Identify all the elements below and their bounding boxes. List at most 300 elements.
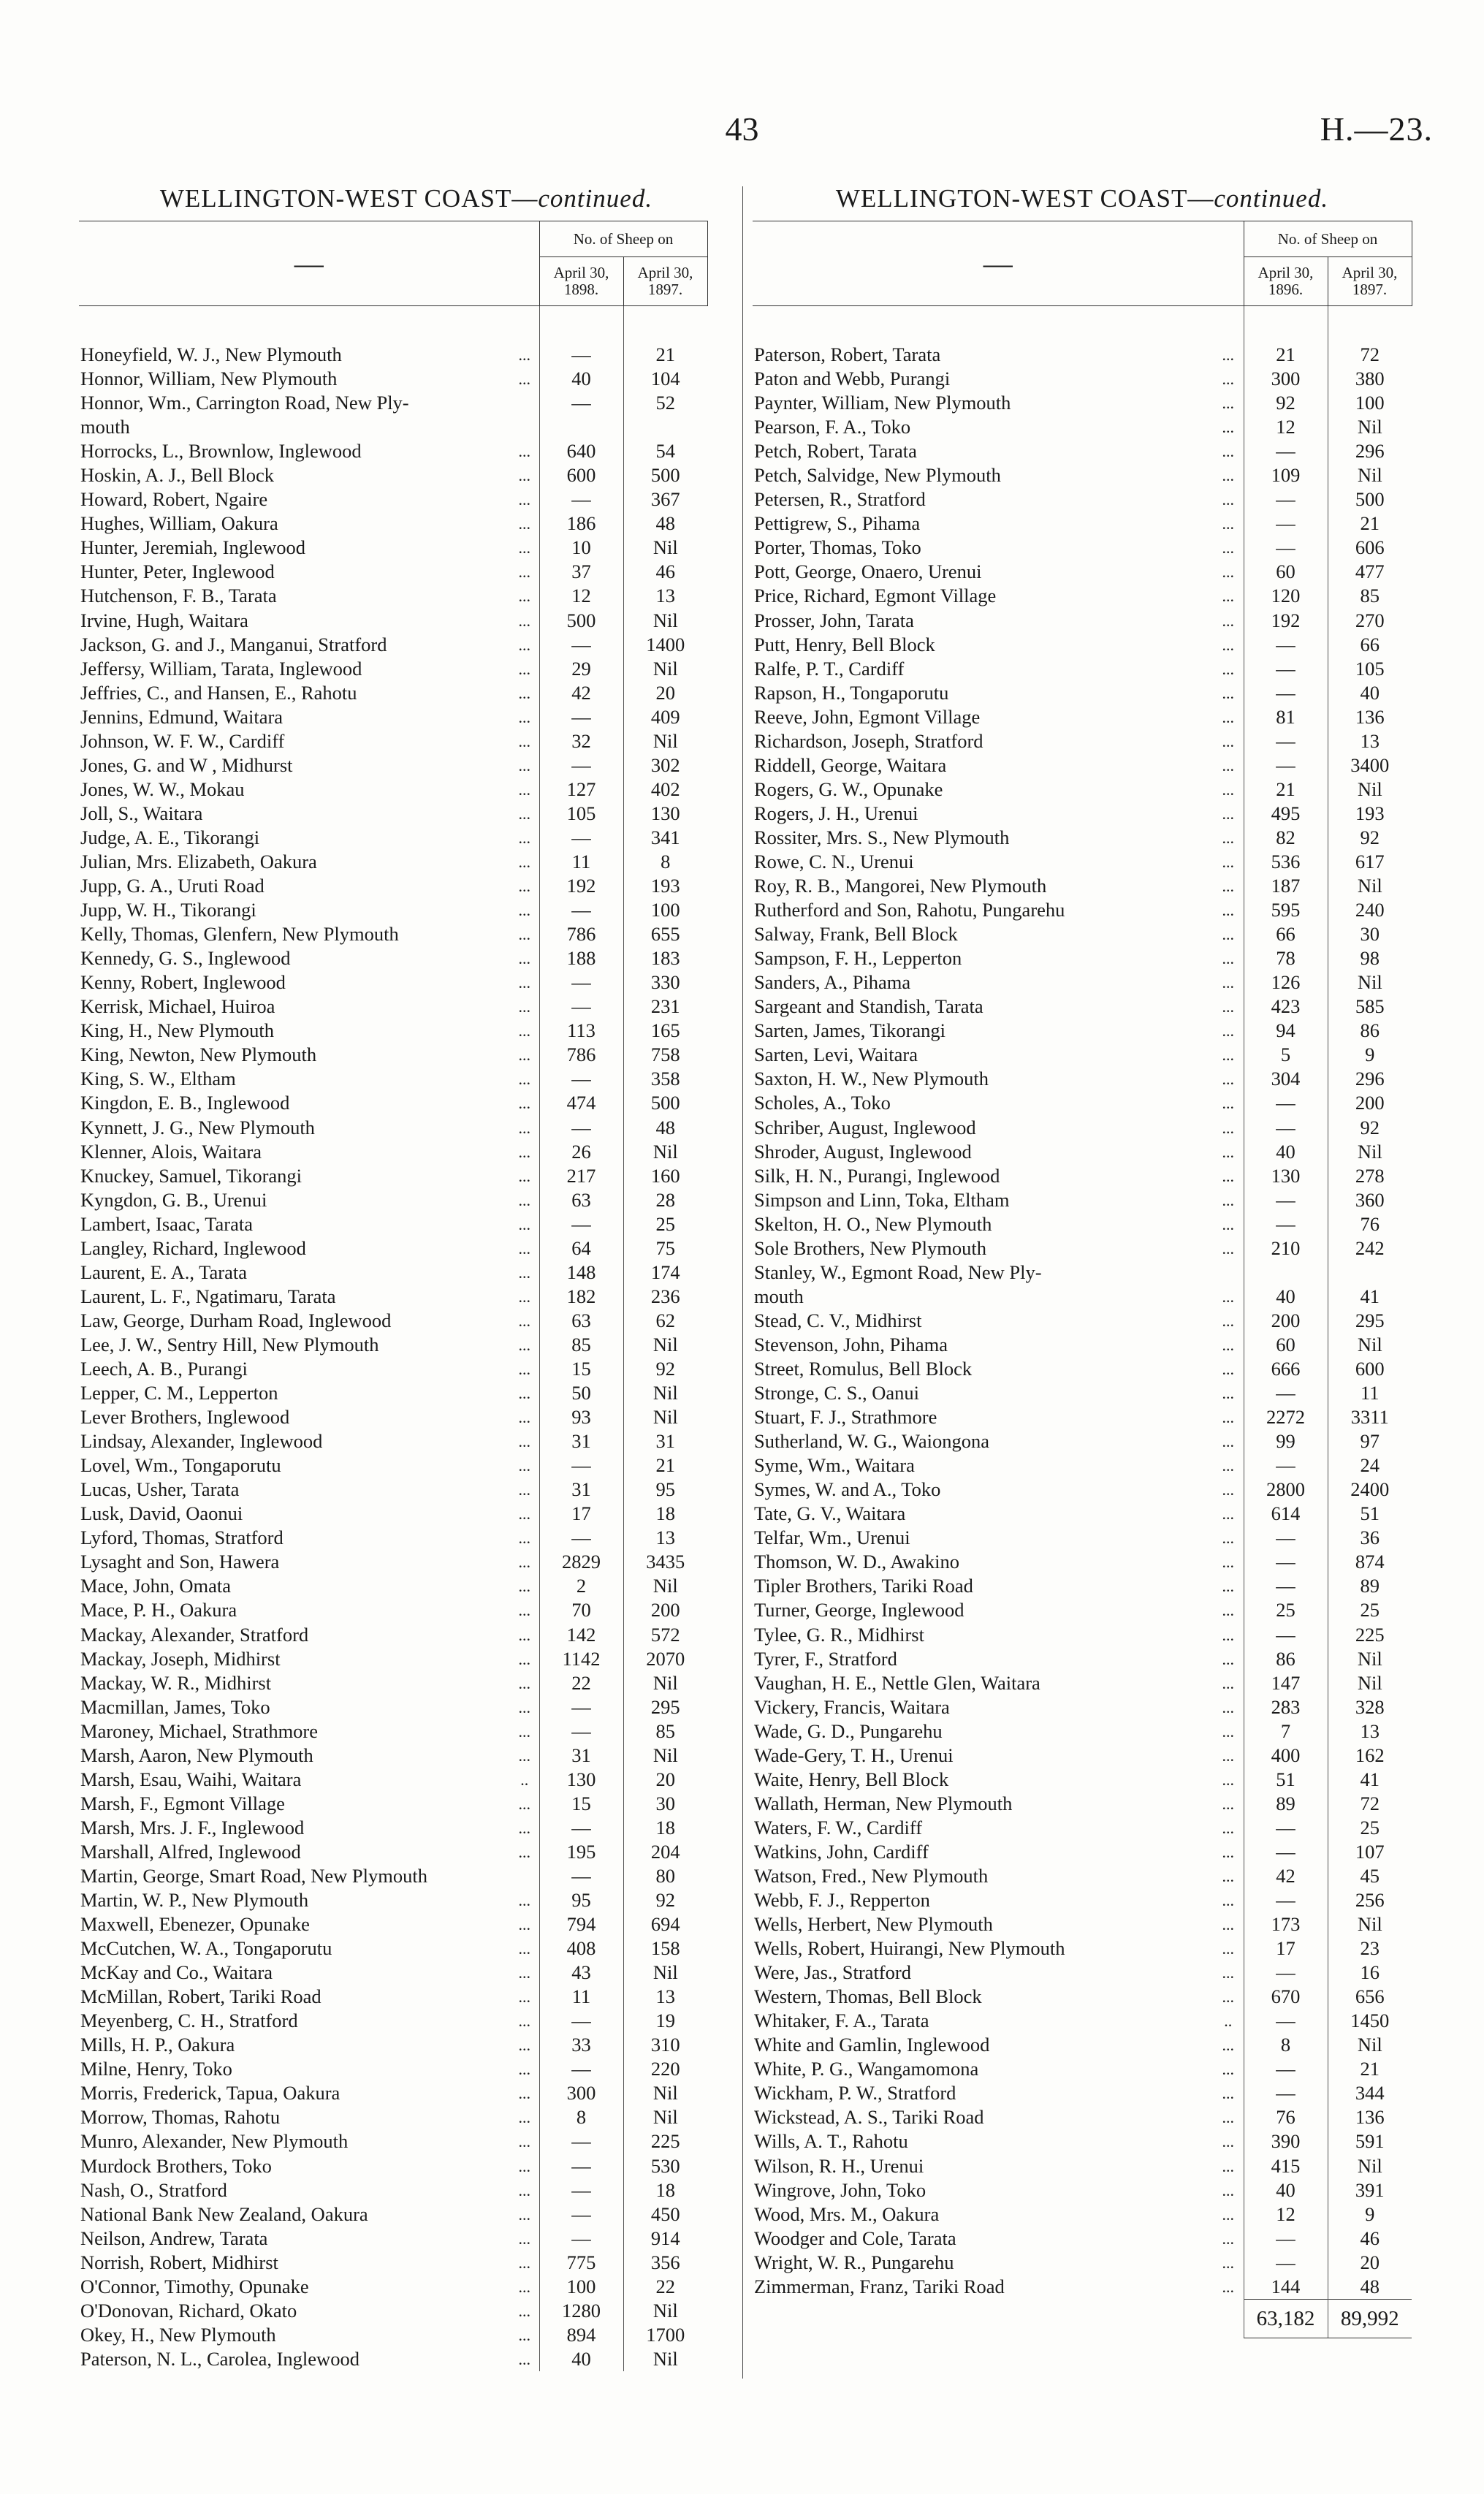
table-row	[753, 2129, 1412, 2153]
sheep-count-2: 328	[1328, 1695, 1412, 1719]
leader-dots: ...	[518, 780, 530, 799]
owner-name: Simpson and Linn, Toka, Eltham	[754, 1188, 1010, 1211]
sheep-count-2: 162	[1328, 1744, 1412, 1768]
table-row	[79, 1261, 707, 1285]
owner-name: Neilson, Andrew, Tarata	[80, 2227, 268, 2249]
sheep-count-2: 25	[1328, 1598, 1412, 1622]
owner-name: Wilson, R. H., Urenui	[754, 2154, 924, 2177]
sheep-count-1: 200	[1244, 1309, 1328, 1333]
leader-dots: ...	[1222, 1746, 1234, 1765]
table-row	[753, 1453, 1412, 1478]
sheep-count-2: 20	[623, 1768, 707, 1792]
leader-dots: ...	[518, 1915, 530, 1934]
sheep-count-1: 187	[1244, 874, 1328, 898]
owner-name: Saxton, H. W., New Plymouth	[754, 1068, 989, 1090]
sheep-count-2: 95	[623, 1478, 707, 1502]
table-row	[753, 1381, 1412, 1405]
leader-dots: ...	[518, 925, 530, 944]
leader-dots: ...	[1222, 1988, 1234, 2007]
left-title-continued: continued.	[538, 184, 653, 213]
owner-name: Lee, J. W., Sentry Hill, New Plymouth	[80, 1333, 379, 1356]
leader-dots: ...	[518, 370, 530, 389]
leader-dots: ...	[518, 2084, 530, 2103]
sheep-count-2: 97	[1328, 1429, 1412, 1453]
owner-name: Morris, Frederick, Tapua, Oakura	[80, 2082, 340, 2105]
owner-name: Mace, P. H., Oakura	[80, 1599, 237, 1622]
owner-name: Macmillan, James, Toko	[80, 1695, 270, 1718]
sheep-count-2: 18	[623, 1816, 707, 1840]
table-row	[753, 1261, 1412, 1285]
table-row	[79, 2178, 707, 2202]
sheep-count-1: —	[539, 1116, 623, 1140]
right-sheep-table	[753, 221, 1412, 2338]
leader-dots: ...	[518, 2060, 530, 2079]
table-row	[79, 1912, 707, 1936]
table-row	[753, 1164, 1412, 1188]
sheep-count-1: —	[1244, 681, 1328, 705]
leader-dots: ...	[1222, 853, 1234, 871]
sheep-count-1: 11	[539, 1985, 623, 2009]
owner-name: Wood, Mrs. M., Oakura	[754, 2202, 940, 2225]
sheep-count-1: 1142	[539, 1647, 623, 1671]
table-row	[753, 729, 1412, 753]
leader-dots: ...	[518, 1408, 530, 1427]
sheep-count-2: 13	[1328, 729, 1412, 753]
leader-dots: ...	[518, 2205, 530, 2224]
left-col1-header: April 30, 1898.	[539, 257, 623, 306]
owner-name: Julian, Mrs. Elizabeth, Oakura	[80, 851, 317, 872]
sheep-count-1: 186	[539, 512, 623, 536]
sheep-count-1: —	[1244, 2251, 1328, 2275]
table-row	[79, 898, 707, 922]
sheep-count-1: 95	[539, 1888, 623, 1912]
sheep-count-1: 85	[539, 1333, 623, 1357]
leader-dots: ...	[1222, 346, 1234, 365]
leader-dots: ...	[518, 683, 530, 702]
leader-dots: ...	[1222, 1818, 1234, 1837]
leader-dots: ...	[518, 1601, 530, 1620]
owner-name: Jupp, W. H., Tikorangi	[80, 899, 256, 921]
right-title-continued: continued.	[1214, 184, 1329, 213]
table-row	[79, 1936, 707, 1961]
sheep-count-1: 794	[539, 1912, 623, 1936]
owner-name: Zimmerman, Franz, Tariki Road	[754, 2276, 1005, 2298]
leader-dots: ...	[1222, 1722, 1234, 1741]
sheep-count-1: 192	[1244, 609, 1328, 633]
sheep-count-1: 130	[1244, 1164, 1328, 1188]
sheep-count-2: 80	[623, 1864, 707, 1888]
table-row	[79, 753, 707, 778]
leader-dots: ...	[1222, 1190, 1234, 1209]
table-row	[79, 2033, 707, 2057]
document-code: H.—23.	[1320, 110, 1433, 148]
sheep-count-2: 477	[1328, 560, 1412, 584]
right-col1-header: April 30, 1896.	[1244, 257, 1328, 306]
owner-name: Syme, Wm., Waitara	[754, 1454, 915, 1477]
table-row	[753, 1647, 1412, 1671]
table-row	[79, 1888, 707, 1912]
sheep-count-2: 174	[623, 1261, 707, 1285]
leader-dots: ...	[518, 2301, 530, 2320]
owner-name: O'Connor, Timothy, Opunake	[80, 2275, 309, 2297]
table-row	[753, 1695, 1412, 1719]
leader-dots: ...	[1222, 1577, 1234, 1596]
table-row	[753, 560, 1412, 584]
sheep-count-1: —	[1244, 753, 1328, 778]
owner-name: Petch, Salvidge, New Plymouth	[754, 464, 1001, 487]
sheep-count-2: 600	[1328, 1357, 1412, 1381]
table-row	[753, 1405, 1412, 1429]
sheep-count-1: 26	[539, 1140, 623, 1164]
table-row	[79, 802, 707, 826]
table-row	[753, 512, 1412, 536]
table-row	[79, 2009, 707, 2033]
sheep-count-2: 21	[1328, 2057, 1412, 2081]
leader-dots: ...	[1222, 2181, 1234, 2200]
owner-name: Knuckey, Samuel, Tikorangi	[80, 1164, 302, 1187]
sheep-count-2: Nil	[623, 2081, 707, 2105]
sheep-count-2: 2400	[1328, 1478, 1412, 1502]
leader-dots: ...	[518, 1311, 530, 1330]
sheep-count-1: 66	[1244, 922, 1328, 946]
leader-dots: ...	[1222, 1770, 1234, 1789]
leader-dots: ...	[1222, 2205, 1234, 2224]
leader-dots: ...	[1222, 442, 1234, 461]
table-row	[79, 1453, 707, 1478]
sheep-count-1: 8	[1244, 2033, 1328, 2057]
sheep-count-1: —	[1244, 1381, 1328, 1405]
table-row	[79, 657, 707, 681]
table-row	[79, 343, 707, 367]
sheep-count-1: —	[539, 826, 623, 850]
sheep-count-2: 914	[623, 2227, 707, 2251]
owner-name: Milne, Henry, Toko	[80, 2058, 232, 2080]
leader-dots: ...	[518, 1794, 530, 1813]
sheep-count-2: 204	[623, 1840, 707, 1864]
leader-dots: ...	[1222, 418, 1234, 437]
sheep-count-2: 585	[1328, 995, 1412, 1019]
sheep-count-2: 46	[1328, 2227, 1412, 2251]
leader-dots: ...	[1222, 731, 1234, 750]
table-row	[753, 1961, 1412, 1985]
sheep-count-2: 76	[1328, 1212, 1412, 1236]
sheep-count-1: 22	[539, 1671, 623, 1695]
table-row	[753, 874, 1412, 898]
owner-name: Klenner, Alois, Waitara	[80, 1140, 262, 1163]
sheep-count-2: Nil	[623, 2105, 707, 2129]
owner-name: Mackay, Alexander, Stratford	[80, 1623, 309, 1646]
leader-dots: ...	[1222, 804, 1234, 823]
sheep-count-1: —	[539, 1816, 623, 1840]
sheep-count-2: Nil	[1328, 463, 1412, 487]
sheep-count-2: 236	[623, 1285, 707, 1309]
table-row	[753, 2275, 1412, 2300]
owner-name: Hughes, William, Oakura	[80, 512, 278, 535]
table-row	[753, 1212, 1412, 1236]
sheep-count-2: 18	[623, 2178, 707, 2202]
owner-name: Stead, C. V., Midhirst	[754, 1309, 922, 1331]
sheep-count-2: 402	[623, 778, 707, 802]
table-row	[753, 2081, 1412, 2105]
leader-dots: ...	[1222, 587, 1234, 606]
sheep-count-1: 60	[1244, 1333, 1328, 1357]
sheep-count-1: 17	[1244, 1936, 1328, 1961]
owner-name: Stanley, W., Egmont Road, New Ply-	[754, 1261, 1042, 1283]
table-row	[753, 609, 1412, 633]
table-row	[753, 898, 1412, 922]
owner-name: Nash, O., Stratford	[80, 2178, 227, 2201]
right-total-row	[753, 2299, 1412, 2338]
sheep-count-2: 1450	[1328, 2009, 1412, 2033]
sheep-count-1: 12	[539, 584, 623, 608]
owner-name: Sarten, James, Tikorangi	[754, 1019, 946, 1042]
owner-name: Kelly, Thomas, Glenfern, New Plymouth	[80, 923, 399, 946]
leader-dots: ...	[518, 2325, 530, 2344]
sheep-count-2: 450	[623, 2202, 707, 2227]
owner-name: Rogers, J. H., Urenui	[754, 802, 918, 824]
sheep-count-1: —	[539, 753, 623, 778]
leader-dots: ...	[518, 877, 530, 896]
sheep-count-2	[1328, 1261, 1412, 1285]
owner-name: Paterson, Robert, Tarata	[754, 343, 941, 366]
sheep-count-1: —	[539, 1212, 623, 1236]
table-row	[753, 2105, 1412, 2129]
sheep-count-2: 13	[1328, 1719, 1412, 1744]
sheep-count-1: —	[1244, 487, 1328, 512]
leader-dots: ...	[1222, 1915, 1234, 1934]
leader-dots: ...	[518, 2012, 530, 2031]
sheep-count-2: 136	[1328, 705, 1412, 729]
owner-name: Lambert, Isaac, Tarata	[80, 1212, 254, 1235]
sheep-count-1: —	[539, 995, 623, 1019]
owner-name: Lovel, Wm., Tongaporutu	[80, 1454, 281, 1477]
owner-name: Rossiter, Mrs. S., New Plymouth	[754, 826, 1010, 848]
table-row	[79, 1985, 707, 2009]
sheep-count-2: Nil	[623, 1671, 707, 1695]
owner-name: White, P. G., Wangamomona	[754, 2058, 979, 2080]
owner-name: Marsh, Aaron, New Plymouth	[80, 1744, 313, 1766]
sheep-count-1: —	[539, 343, 623, 367]
leader-dots: ...	[1222, 1794, 1234, 1813]
sheep-count-2: Nil	[1328, 1647, 1412, 1671]
sheep-count-1: 40	[539, 2347, 623, 2371]
sheep-count-1: 300	[539, 2081, 623, 2105]
owner-name: Maxwell, Ebenezer, Opunake	[80, 1913, 310, 1936]
sheep-count-2: Nil	[1328, 970, 1412, 995]
table-row	[79, 1285, 707, 1309]
sheep-count-1: 283	[1244, 1695, 1328, 1719]
sheep-count-1: 40	[539, 367, 623, 391]
leader-dots: ...	[1222, 828, 1234, 847]
table-row	[753, 415, 1412, 439]
sheep-count-1: 304	[1244, 1067, 1328, 1091]
table-row	[79, 1647, 707, 1671]
leader-dots: ...	[518, 1094, 530, 1113]
sheep-count-1: —	[1244, 1622, 1328, 1646]
owner-name: Wright, W. R., Pungarehu	[754, 2251, 954, 2273]
owner-name: Sampson, F. H., Lepperton	[754, 947, 962, 970]
left-column	[79, 184, 734, 2371]
sheep-count-2: 136	[1328, 2105, 1412, 2129]
sheep-count-2: Nil	[623, 1381, 707, 1405]
table-row	[753, 2227, 1412, 2251]
owner-name: Joll, S., Waitara	[80, 802, 203, 824]
leader-dots: ..	[1224, 2012, 1233, 2031]
table-row	[753, 1719, 1412, 1744]
sheep-count-2: 270	[1328, 609, 1412, 633]
leader-dots: ...	[1222, 1673, 1234, 1692]
sheep-count-2: 344	[1328, 2081, 1412, 2105]
sheep-count-1: 120	[1244, 584, 1328, 608]
sheep-count-2: 100	[623, 898, 707, 922]
total-1897: 89,992	[1328, 2299, 1412, 2338]
leader-dots: ...	[1222, 1335, 1234, 1354]
sheep-count-1: 10	[539, 536, 623, 560]
sheep-count-1: 33	[539, 2033, 623, 2057]
sheep-count-1: 109	[1244, 463, 1328, 487]
table-row	[79, 1478, 707, 1502]
sheep-count-2: 391	[1328, 2178, 1412, 2202]
owner-name: Roy, R. B., Mangorei, New Plymouth	[754, 875, 1047, 897]
sheep-count-2: 51	[1328, 1502, 1412, 1526]
table-row	[79, 995, 707, 1019]
table-row	[753, 1309, 1412, 1333]
sheep-count-2: 242	[1328, 1236, 1412, 1261]
table-row	[753, 1140, 1412, 1164]
table-row	[79, 1598, 707, 1622]
table-row	[79, 874, 707, 898]
owner-name: Lyford, Thomas, Stratford	[80, 1527, 284, 1549]
leader-dots: ...	[1222, 514, 1234, 533]
owner-name: Okey, H., New Plymouth	[80, 2323, 276, 2346]
leader-dots: ...	[518, 1625, 530, 1644]
sheep-count-1: 188	[539, 946, 623, 970]
leader-dots: ...	[1222, 563, 1234, 582]
sheep-count-1: 595	[1244, 898, 1328, 922]
leader-dots	[510, 415, 539, 439]
owner-name: Laurent, L. F., Ngatimaru, Tarata	[80, 1285, 336, 1307]
leader-dots: ...	[518, 2181, 530, 2200]
sheep-count-2: 92	[623, 1357, 707, 1381]
table-row	[753, 391, 1412, 415]
leader-dots	[510, 391, 539, 415]
table-row	[753, 2202, 1412, 2227]
owner-name: Lusk, David, Oaonui	[80, 1502, 243, 1525]
owner-name: Marsh, Esau, Waihi, Waitara	[80, 1768, 302, 1790]
table-row	[79, 487, 707, 512]
table-row	[79, 609, 707, 633]
owner-name: Petch, Robert, Tarata	[754, 440, 917, 463]
sheep-count-2: 85	[623, 1719, 707, 1744]
owner-name: Scholes, A., Toko	[754, 1092, 891, 1114]
sheep-count-2: 572	[623, 1622, 707, 1646]
sheep-count-2: 694	[623, 1912, 707, 1936]
sheep-count-1: —	[1244, 2081, 1328, 2105]
leader-dots: ...	[518, 828, 530, 847]
owner-name: Vickery, Francis, Waitara	[754, 1695, 950, 1718]
owner-name: Stronge, C. S., Oanui	[754, 1382, 919, 1404]
sheep-count-2: 86	[1328, 1019, 1412, 1043]
sheep-count-1: 126	[1244, 970, 1328, 995]
table-row	[79, 1091, 707, 1115]
sheep-count-2: 310	[623, 2033, 707, 2057]
table-row	[79, 439, 707, 463]
owner-name: Lindsay, Alexander, Inglewood	[80, 1430, 323, 1453]
sheep-count-1: 2800	[1244, 1478, 1328, 1502]
sheep-count-2: 530	[623, 2154, 707, 2178]
leader-dots: ...	[1222, 1939, 1234, 1958]
table-row	[79, 826, 707, 850]
sheep-count-2: Nil	[1328, 778, 1412, 802]
table-row	[79, 850, 707, 874]
sheep-count-2: 9	[1328, 2202, 1412, 2227]
sheep-count-2: 13	[623, 1526, 707, 1550]
leader-dots: ...	[1222, 1625, 1234, 1644]
owner-name: Richardson, Joseph, Stratford	[754, 729, 983, 752]
sheep-count-1: 21	[1244, 778, 1328, 802]
sheep-count-1: 390	[1244, 2129, 1328, 2153]
sheep-count-2: Nil	[623, 729, 707, 753]
owner-name: King, S. W., Eltham	[80, 1068, 236, 1090]
table-row	[753, 2057, 1412, 2081]
sheep-count-1: —	[1244, 1574, 1328, 1598]
left-column-title	[79, 184, 734, 221]
sheep-count-2: 220	[623, 2057, 707, 2081]
sheep-count-1: 78	[1244, 946, 1328, 970]
table-row	[79, 367, 707, 391]
owner-name: Munro, Alexander, New Plymouth	[80, 2130, 349, 2153]
sheep-count-1: 92	[1244, 391, 1328, 415]
sheep-count-2: 500	[623, 463, 707, 487]
sheep-count-2: 30	[1328, 922, 1412, 946]
leader-dots: ...	[1222, 2108, 1234, 2127]
sheep-count-1: 192	[539, 874, 623, 898]
left-col2-header: April 30, 1897.	[623, 257, 707, 306]
leader-dots: ...	[518, 1359, 530, 1378]
left-sheep-table	[79, 221, 708, 2371]
table-row	[753, 367, 1412, 391]
leader-dots: ...	[518, 1988, 530, 2007]
owner-name: Lever Brothers, Inglewood	[80, 1406, 290, 1429]
owner-name: Reeve, John, Egmont Village	[754, 705, 981, 728]
sheep-count-1: 89	[1244, 1792, 1328, 1816]
owner-name: Watkins, John, Cardiff	[754, 1840, 929, 1863]
owner-name: Marshall, Alfred, Inglewood	[80, 1840, 301, 1863]
table-row	[79, 1333, 707, 1357]
sheep-count-1: —	[539, 2129, 623, 2153]
sheep-count-2: 36	[1328, 1526, 1412, 1550]
sheep-count-2: 606	[1328, 536, 1412, 560]
sheep-count-1: —	[1244, 512, 1328, 536]
table-row	[753, 1744, 1412, 1768]
sheep-count-2: 89	[1328, 1574, 1412, 1598]
owner-name: Irvine, Hugh, Waitara	[80, 609, 248, 631]
table-row	[753, 995, 1412, 1019]
sheep-count-1: 43	[539, 1961, 623, 1985]
sheep-count-2: 25	[1328, 1816, 1412, 1840]
leader-dots: ...	[1222, 1094, 1234, 1113]
sheep-count-2: 19	[623, 2009, 707, 2033]
sheep-count-1: —	[1244, 1212, 1328, 1236]
table-row	[79, 2227, 707, 2251]
table-row	[753, 681, 1412, 705]
table-row	[753, 1236, 1412, 1261]
sheep-count-2: 92	[1328, 826, 1412, 850]
table-row	[753, 343, 1412, 367]
owner-name: Tyrer, F., Stratford	[754, 1647, 897, 1670]
sheep-count-1: —	[1244, 2227, 1328, 2251]
table-row	[79, 1840, 707, 1864]
